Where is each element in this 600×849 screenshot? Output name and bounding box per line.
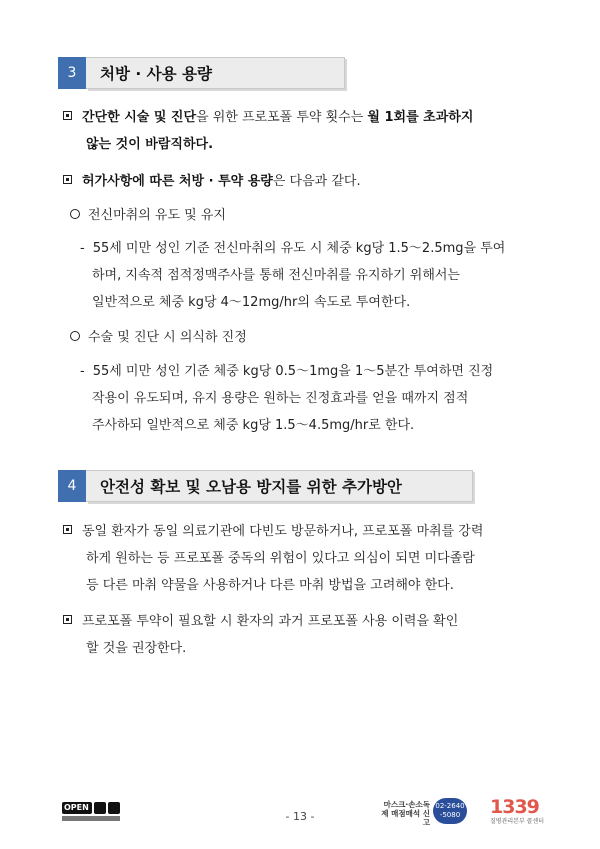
sub-1-line-2-text: 하며, 지속적 점적정맥주사를 통해 전신마취를 유지하기 위해서는 — [92, 268, 460, 283]
report-phone: 02-2640 -5080 — [433, 798, 467, 824]
sub-1-line-1-text: 55세 미만 성인 기준 전신마취의 유도 시 체중 kg당 1.5～2.5mg을 투여 — [92, 241, 506, 256]
open-label: OPEN — [64, 803, 89, 812]
section-3-header — [58, 57, 345, 89]
sub-2-line-3-text: 주사하되 일반적으로 체중 kg당 1.5～4.5mg/hr로 한다. — [92, 418, 415, 433]
item-2-bold-lead: 허가사항에 따른 처방 · 투약 용량 — [82, 174, 273, 189]
sub-2-line-2 — [92, 391, 468, 407]
section-4-number: 4 — [58, 470, 86, 502]
section-4-item-1-line-2 — [86, 551, 475, 567]
sub-1-line-3-text: 일반적으로 체중 kg당 4～12mg/hr의 속도로 투여한다. — [92, 295, 411, 310]
section-4-item-1-line-1 — [63, 524, 483, 540]
section-4-header — [58, 470, 473, 502]
page-footer — [0, 796, 600, 836]
section-3-number: 3 — [58, 57, 86, 89]
square-bullet-icon — [63, 175, 72, 184]
s4-item-2-line-1-text: 프로포폴 투약이 필요할 시 환자의 과거 프로포폴 사용 이력을 확인 — [82, 614, 459, 629]
report-badge — [378, 798, 468, 826]
sub-2-line-3 — [92, 418, 414, 434]
sub-1-line-3 — [92, 295, 410, 311]
sub-1-line-1 — [80, 241, 505, 257]
item-1-mid-text: 을 위한 프로포폴 투약 횟수는 — [196, 110, 368, 125]
item-1-bold-end: 월 1회를 초과하지 — [367, 110, 474, 125]
square-bullet-icon — [63, 111, 72, 120]
item-1-bold-lead: 간단한 시술 및 진단 — [82, 110, 197, 125]
logo-1339-sub: 질병관리본부 콜센터 — [490, 818, 545, 825]
section-3-title: 처방 · 사용 용량 — [86, 57, 345, 89]
section-4-item-2-line-2 — [86, 641, 186, 657]
sub-1-heading-text: 전신마취의 유도 및 유지 — [88, 208, 226, 223]
s4-item-1-line-3-text: 등 다른 마취 약물을 사용하거나 다른 마취 방법을 고려해야 한다. — [86, 578, 454, 593]
callcenter-1339-logo — [490, 796, 550, 830]
item-1-line-2-text: 않는 것이 바람직하다. — [86, 137, 214, 152]
sub-1-heading — [70, 208, 226, 224]
section-3-item-1-line-2 — [86, 137, 213, 153]
item-2-rest-text: 은 다음과 같다. — [272, 174, 361, 189]
page-number: - 13 - — [285, 810, 315, 823]
s4-item-2-line-2-text: 할 것을 권장한다. — [86, 641, 187, 656]
s4-item-1-line-2-text: 하게 원하는 등 프로포폴 중독의 위험이 있다고 의심이 되면 미다졸람 — [86, 551, 475, 566]
sub-2-line-1 — [80, 364, 493, 380]
logo-1339-number: 1339 — [490, 796, 539, 818]
sub-2-heading — [70, 330, 247, 346]
sub-2-line-2-text: 작용이 유도되며, 유지 용량은 원하는 진정효과를 얻을 때까지 점적 — [92, 391, 469, 406]
section-3-item-1-line-1 — [63, 110, 473, 126]
circle-bullet-icon — [70, 209, 80, 219]
sub-2-heading-text: 수술 및 진단 시 의식하 진정 — [88, 330, 247, 345]
s4-item-1-line-1-text: 동일 환자가 동일 의료기관에 다빈도 방문하거나, 프로포폴 마취를 강력 — [82, 524, 484, 539]
sub-2-line-1-text: 55세 미만 성인 기준 체중 kg당 0.5～1mg을 1～5분간 투여하면 진정 — [92, 364, 494, 379]
dash-bullet: - — [80, 241, 85, 256]
sub-1-line-2 — [92, 268, 460, 284]
square-bullet-icon — [63, 525, 72, 534]
section-4-item-1-line-3 — [86, 578, 454, 594]
section-4-title: 안전성 확보 및 오남용 방지를 위한 추가방안 — [86, 470, 473, 502]
square-bullet-icon — [63, 615, 72, 624]
section-3-item-2 — [63, 174, 361, 190]
circle-bullet-icon — [70, 331, 80, 341]
report-label: 마스크·손소독제 매점매석 신고 — [381, 800, 430, 827]
dash-bullet: - — [80, 364, 85, 379]
section-4-item-2-line-1 — [63, 614, 458, 630]
